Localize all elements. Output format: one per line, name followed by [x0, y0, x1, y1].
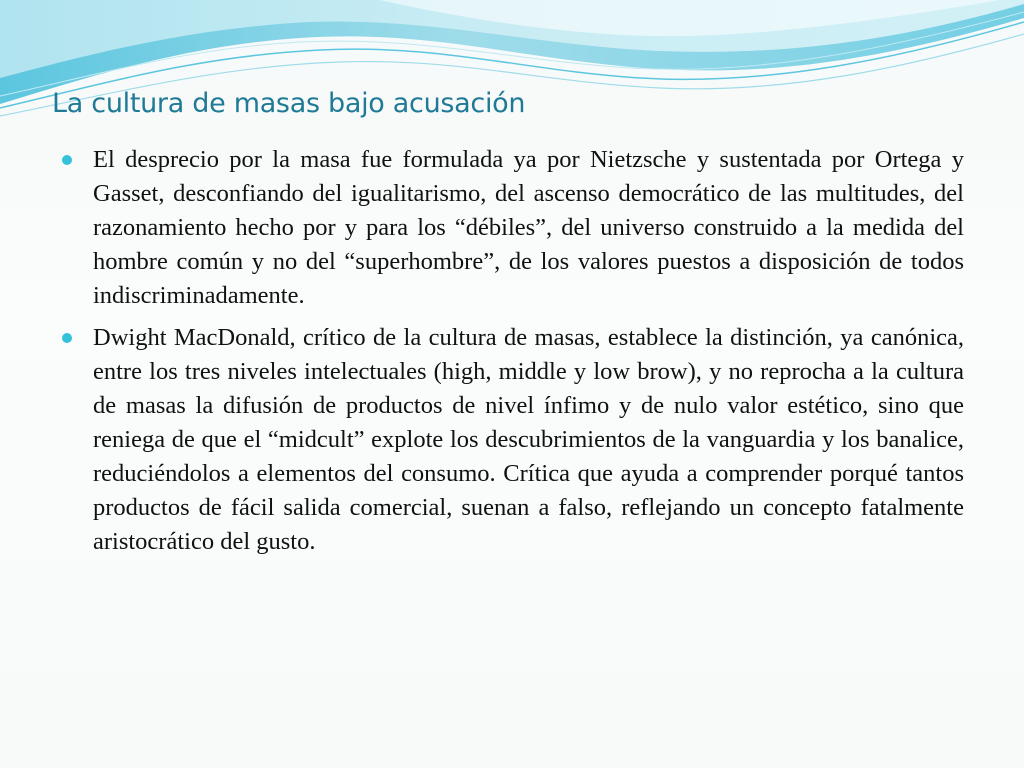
bullet-text: El desprecio por la masa fue formulada ya por Nietzsche y sustentada por Ortega y Gasset, desconfiando del igualitarismo, del ascenso democrático de las multitudes, del razonamiento hecho por y para los “débiles”, del universo construido a la medida del hombre común y no del “superhombre”, de los valores puestos a disposición de todos indiscriminadamente.: [93, 146, 964, 309]
bullet-item: [62, 321, 964, 559]
bullet-dot-icon: [62, 155, 72, 165]
bullet-item: [62, 143, 964, 313]
slide-title: La cultura de masas bajo acusación: [52, 88, 526, 119]
bullet-dot-icon: [62, 333, 72, 343]
bullet-list: [62, 143, 964, 567]
bullet-text: Dwight MacDonald, crítico de la cultura de masas, establece la distinción, ya canónica, entre los tres niveles intelectuales (high, middle y low brow), y no reprocha a la cultura de masas la difusión de productos de nivel ínfimo y de nulo valor estético, sino que reniega de que el “midcult” explote los descubrimientos de la vanguardia y los banalice, reduciéndolos a elementos del consumo. Crítica que ayuda a comprender porqué tantos productos de fácil salida comercial, suenan a falso, reflejando un concepto fatalmente aristocrático del gusto.: [93, 324, 964, 555]
